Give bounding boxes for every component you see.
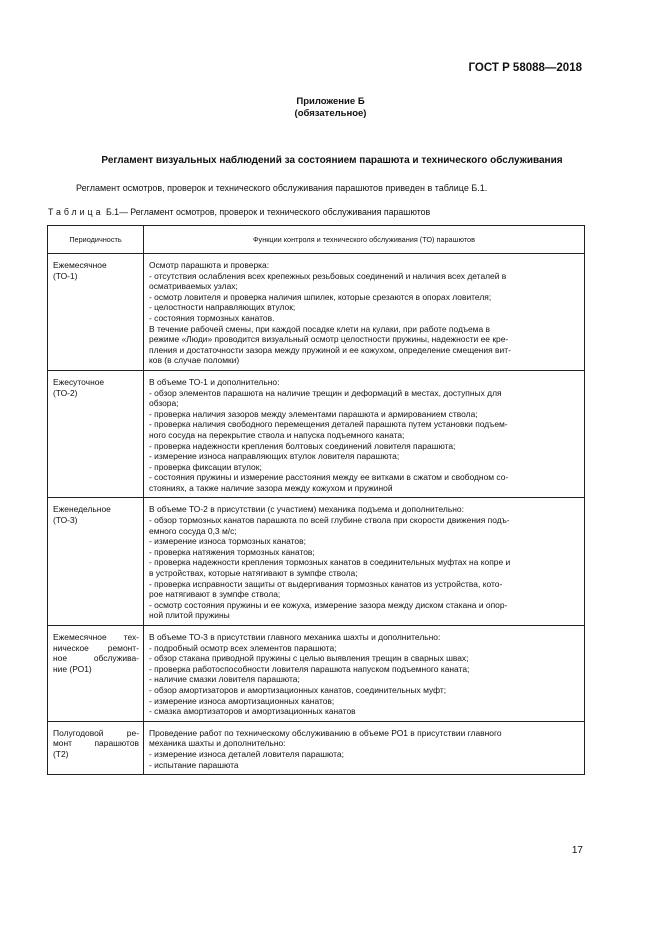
appendix-title: Приложение Б: [296, 96, 365, 107]
function-line: стояниях, а также наличие зазора между кожухом и пружиной: [149, 482, 393, 493]
period-line: монт парашютов: [53, 738, 139, 749]
period-line: Полугодовой ре-: [53, 727, 139, 738]
function-line: - измерение износа тормозных канатов;: [149, 536, 306, 547]
period-line: Ежесуточное: [53, 376, 105, 387]
header-functions: Функции контроля и технического обслуживания (ТО) парашютов: [144, 226, 585, 254]
function-line: - проверка наличия свободного перемещения деталей парашюта путем установки подъем-: [149, 419, 508, 430]
functions-cell: [144, 370, 585, 498]
table-row: [48, 498, 585, 626]
function-line: пления и достаточности зазора между пружиной и ее кожухом, определение смещения вит-: [149, 344, 511, 355]
function-line: режиме «Люди» проводится визуальный осмотр целостности пружины, надежности ее кре-: [149, 334, 509, 345]
function-line: - состояния тормозных канатов.: [149, 312, 275, 323]
header-period: Периодичность: [48, 226, 144, 254]
function-line: емного сосуда 0,3 м/с;: [149, 525, 237, 536]
function-line: обзора;: [149, 398, 179, 409]
function-line: ной плитой пружины: [149, 610, 230, 621]
period-line: Ежемесячное тех-: [53, 632, 139, 642]
function-line: - проверка натяжения тормозных канатов;: [149, 546, 315, 557]
function-line: - измерение износа амортизационных канатов;: [149, 695, 335, 706]
function-line: - проверка надежности крепления тормозных канатов в соединительных муфтах на копре и: [149, 557, 511, 568]
page-number: 17: [571, 845, 583, 856]
period-line: Ежемесячное: [53, 260, 107, 270]
function-line: в устройствах, которые натягивают в зумпфе ствола;: [149, 568, 358, 579]
function-line: - измерение износа деталей ловителя парашюта;: [149, 748, 344, 759]
function-line: ков (в случае поломки): [149, 355, 240, 366]
period-line: Еженедельное: [53, 504, 111, 515]
table-caption-text: Б.1— Регламент осмотров, проверок и технического обслуживания парашютов: [105, 207, 431, 217]
function-line: - смазка амортизаторов и амортизационных канатов: [149, 706, 356, 717]
functions-cell: [144, 626, 585, 722]
function-line: - испытание парашюта: [149, 759, 239, 770]
function-line: механика шахты и дополнительно:: [149, 738, 286, 749]
period-line: ние (РО1): [53, 663, 92, 674]
function-line: - проверка надежности крепления болтовых соединений ловителя парашюта;: [149, 440, 456, 451]
function-line: - проверка фиксации втулок;: [149, 461, 262, 472]
function-line: - состояния пружины и измерение расстояния между ее витками в сжатом и свободном со-: [149, 472, 509, 483]
function-line: - обзор тормозных канатов парашюта по всей глубине ствола при скорости движения подъ-: [149, 515, 510, 526]
function-line: - проверка наличия зазоров между элементами парашюта и армированием ствола;: [149, 408, 478, 419]
period-cell: [48, 498, 144, 626]
table-row: [48, 254, 585, 371]
function-line: В течение рабочей смены, при каждой посадке клети на кулаки, при работе подъема в: [149, 323, 490, 334]
period-cell: [48, 254, 144, 371]
period-line: (ТО-3): [53, 515, 78, 526]
function-line: - наличие смазки ловителя парашюта;: [149, 674, 300, 685]
period-line: ное обслужива-: [53, 653, 139, 664]
function-line: Осмотр парашюта и проверка:: [149, 260, 270, 270]
function-line: - обзор амортизаторов и амортизационных канатов, соединительных муфт;: [149, 684, 447, 695]
period-line: ническое ремонт-: [53, 642, 139, 653]
table-header-row: [48, 226, 585, 254]
section-heading: Регламент визуальных наблюдений за состоянием парашюта и технического обслуживания: [101, 155, 563, 166]
regulation-table: [47, 225, 585, 775]
functions-cell: [144, 498, 585, 626]
function-line: - подробный осмотр всех элементов парашюта;: [149, 642, 337, 653]
table-row: [48, 626, 585, 722]
table-row: [48, 721, 585, 774]
function-line: - проверка работоспособности ловителя парашюта напуском подъемного каната;: [149, 663, 470, 674]
function-line: осматриваемых узлах;: [149, 281, 238, 292]
appendix-status: (обязательное): [294, 108, 367, 119]
period-cell: [48, 721, 144, 774]
function-line: - проверка исправности защиты от выдергивания тормозных канатов из устройства, кото-: [149, 578, 503, 589]
period-cell: [48, 626, 144, 722]
function-line: - измерение износа направляющих втулок ловителя парашюта;: [149, 451, 400, 462]
period-line: (ТО-2): [53, 387, 78, 398]
function-line: - обзор элементов парашюта на наличие трещин и деформаций в местах, доступных для: [149, 387, 502, 398]
function-line: В объеме ТО-2 в присутствии (с участием) механика подъема и дополнительно:: [149, 504, 464, 515]
functions-cell: [144, 721, 585, 774]
function-line: В объеме ТО-3 в присутствии главного механика шахты и дополнительно:: [149, 632, 441, 642]
period-line: (ТО-1): [53, 270, 78, 281]
function-line: - осмотр состояния пружины и ее кожуха, измерение зазора между диском стакана и опор-: [149, 599, 508, 610]
function-line: ного сосуда на перекрытие ствола и напуска подъемного каната;: [149, 429, 405, 440]
period-line: (Т2): [53, 748, 69, 759]
function-line: Проведение работ по техническому обслуживанию в объеме РО1 в присутствии главного: [149, 727, 502, 738]
intro-paragraph: Регламент осмотров, проверок и технического обслуживания парашютов приведен в таблице Б.1.: [76, 183, 488, 193]
table-caption: [48, 207, 430, 217]
function-line: - осмотр ловителя и проверка наличия шпилек, которые срезаются в опорах ловителя;: [149, 291, 492, 302]
table-row: [48, 370, 585, 498]
period-cell: [48, 370, 144, 498]
function-line: - отсутствия ослабления всех крепежных резьбовых соединений и наличия всех деталей в: [149, 270, 507, 281]
table-body: [48, 254, 585, 775]
functions-cell: [144, 254, 585, 371]
function-line: В объеме ТО-1 и дополнительно:: [149, 376, 280, 387]
function-line: рое натягивают в зумпфе ствола;: [149, 589, 281, 600]
standard-number: ГОСТ Р 58088—2018: [468, 62, 582, 74]
function-line: - целостности направляющих втулок;: [149, 302, 296, 313]
table-caption-word: Таблица: [48, 207, 104, 217]
function-line: - обзор стакана приводной пружины с целью выявления трещин в сварных швах;: [149, 653, 469, 664]
